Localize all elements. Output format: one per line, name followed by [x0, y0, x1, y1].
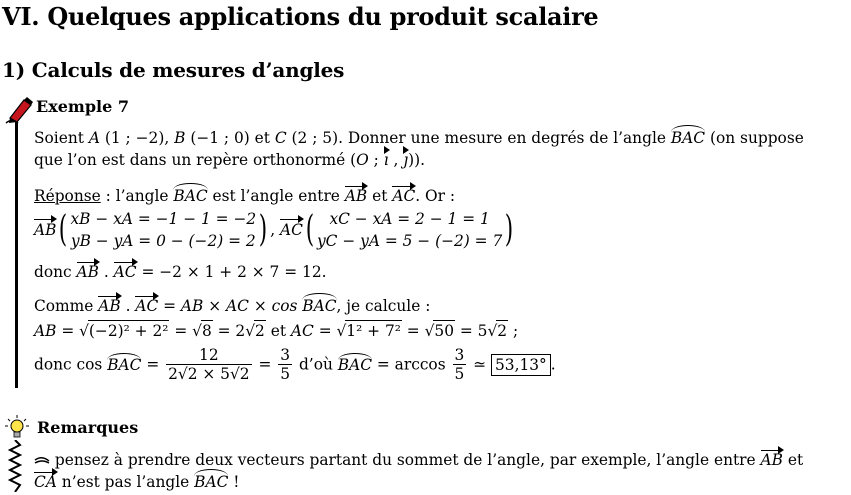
ac-coordinates — [317, 208, 502, 252]
ab-y: yB − yA = 0 − (−2) = 2 — [70, 232, 256, 250]
origin: O — [356, 151, 369, 169]
coords-a: (1 ; −2), — [99, 129, 175, 147]
paren: ( — [59, 209, 68, 250]
vector-coordinates — [34, 208, 516, 252]
angle-bac: BAC — [670, 129, 706, 147]
text: pensez à prendre deux vecteurs partant du sommet de l’angle, par exemple, l’angle entre — [50, 451, 761, 469]
ab-x: xB − xA = −1 − 1 = −2 — [70, 210, 257, 228]
text: (on suppose — [705, 129, 804, 147]
numerator: 12 — [199, 346, 219, 364]
ac-y: yC − yA = 5 − (−2) = 7 — [316, 232, 503, 250]
vector-ab: AB — [76, 263, 99, 281]
remarks-line-2 — [34, 472, 239, 492]
text: : l’angle — [100, 187, 174, 205]
text: d’où — [294, 355, 338, 374]
statement-line-1 — [34, 128, 804, 148]
vector-i: ı — [383, 151, 389, 169]
text: = — [253, 355, 277, 374]
remarks-title: Remarques — [37, 418, 139, 437]
text: et — [265, 322, 291, 340]
vector-ac: AC — [280, 221, 303, 239]
paren: ) — [258, 209, 268, 250]
answer-label: Réponse — [34, 187, 101, 205]
text: = — [169, 322, 193, 340]
fraction — [278, 346, 292, 383]
paren: ( — [305, 209, 315, 250]
text: . Or : — [415, 187, 456, 205]
denominator: 5 — [280, 365, 291, 383]
section-title: VI. Quelques applications du produit scalaire — [2, 2, 599, 31]
coords-c: (2 ; 5). Donner une mesure en degrés de l’angle — [286, 129, 671, 147]
norms-line: AB = √(−2)² + 2² = √8 = 2√2 et AC = √1² + 7² = √50 = 5√2 ; — [34, 322, 519, 340]
dot-product-line — [34, 262, 327, 282]
pencil-icon — [4, 96, 34, 124]
text: = arccos — [371, 355, 451, 374]
angle-bac: BAC — [107, 355, 142, 374]
text: = 2 — [212, 322, 246, 340]
vector-ab: AB — [34, 221, 57, 239]
text: = 5 — [455, 322, 488, 340]
text: et — [367, 187, 393, 205]
subsection-title: 1) Calculs de mesures d’angles — [2, 58, 345, 82]
text: ! — [228, 473, 240, 491]
text: = AB × AC × cos — [158, 297, 303, 315]
angle-bac: BAC — [337, 355, 372, 374]
vector-ac: AC — [135, 297, 159, 315]
text: )). — [408, 151, 426, 169]
numerator: 3 — [280, 346, 291, 364]
numerator: 3 — [454, 346, 465, 364]
vector-j: ȷ — [403, 151, 409, 169]
angle-bac: BAC — [173, 187, 208, 205]
point-b: B — [174, 129, 186, 147]
text: AC = — [290, 322, 337, 340]
text: , je calcule : — [336, 297, 431, 315]
angle-bac: BAC — [302, 297, 337, 315]
vector-ab: AB — [760, 451, 783, 469]
text: = — [401, 322, 425, 340]
text: Soient — [34, 129, 89, 147]
ab-coordinates — [70, 208, 256, 252]
comme-line — [34, 296, 430, 316]
fraction — [166, 346, 251, 383]
statement-line-2 — [34, 150, 425, 170]
vector-ab: AB — [98, 297, 121, 315]
sqrt-arg: 8 — [201, 322, 212, 340]
text: = −2 × 1 + 2 × 7 = 12. — [136, 263, 327, 281]
sqrt-arg: 1² + 7² — [346, 322, 401, 340]
text: donc cos — [34, 355, 108, 374]
text: n’est pas l’angle — [56, 473, 195, 491]
sqrt-arg: 50 — [434, 322, 454, 340]
text: . — [120, 297, 136, 315]
answer-line-1 — [34, 186, 455, 206]
example-title: Exemple 7 — [36, 97, 129, 116]
text: , — [270, 221, 276, 239]
remarks-line-1 — [34, 450, 803, 470]
point-a: A — [88, 129, 100, 147]
text: , — [388, 151, 404, 169]
fraction — [453, 346, 467, 383]
denominator: 5 — [454, 365, 465, 383]
text: = — [141, 355, 165, 374]
vector-ab: AB — [344, 187, 368, 205]
ac-x: xC − xA = 2 − 1 = 1 — [329, 210, 490, 228]
text: ; — [368, 151, 384, 169]
arrow-icon — [34, 456, 50, 466]
text: . — [550, 355, 556, 374]
angle-bac: BAC — [194, 473, 229, 491]
paren: ) — [505, 209, 514, 250]
text: Comme — [34, 297, 99, 315]
sqrt-arg: 2 — [255, 322, 265, 340]
final-line — [34, 346, 556, 383]
vector-ac: AC — [113, 263, 137, 281]
text: donc — [34, 263, 77, 281]
text: . — [98, 263, 114, 281]
denominator: 2√2 × 5√2 — [168, 365, 250, 383]
lightbulb-icon — [4, 414, 30, 440]
spring-decoration — [8, 440, 22, 492]
text: et — [782, 451, 804, 469]
text: est l’angle entre — [207, 187, 345, 205]
result-box: 53,13° — [491, 354, 551, 376]
coords-b: (−1 ; 0) et — [185, 129, 275, 147]
text: que l’on est dans un repère orthonormé ( — [34, 151, 357, 169]
vector-ac: AC — [392, 187, 416, 205]
example-bar — [15, 122, 18, 388]
vector-ca: CA — [34, 473, 57, 491]
point-c: C — [274, 129, 287, 147]
sqrt-arg: 2 — [497, 322, 508, 340]
text: ≃ — [468, 355, 491, 374]
text: AB = — [34, 322, 80, 340]
sqrt-arg: (−2)² + 2² — [88, 322, 169, 340]
text: ; — [508, 322, 519, 340]
